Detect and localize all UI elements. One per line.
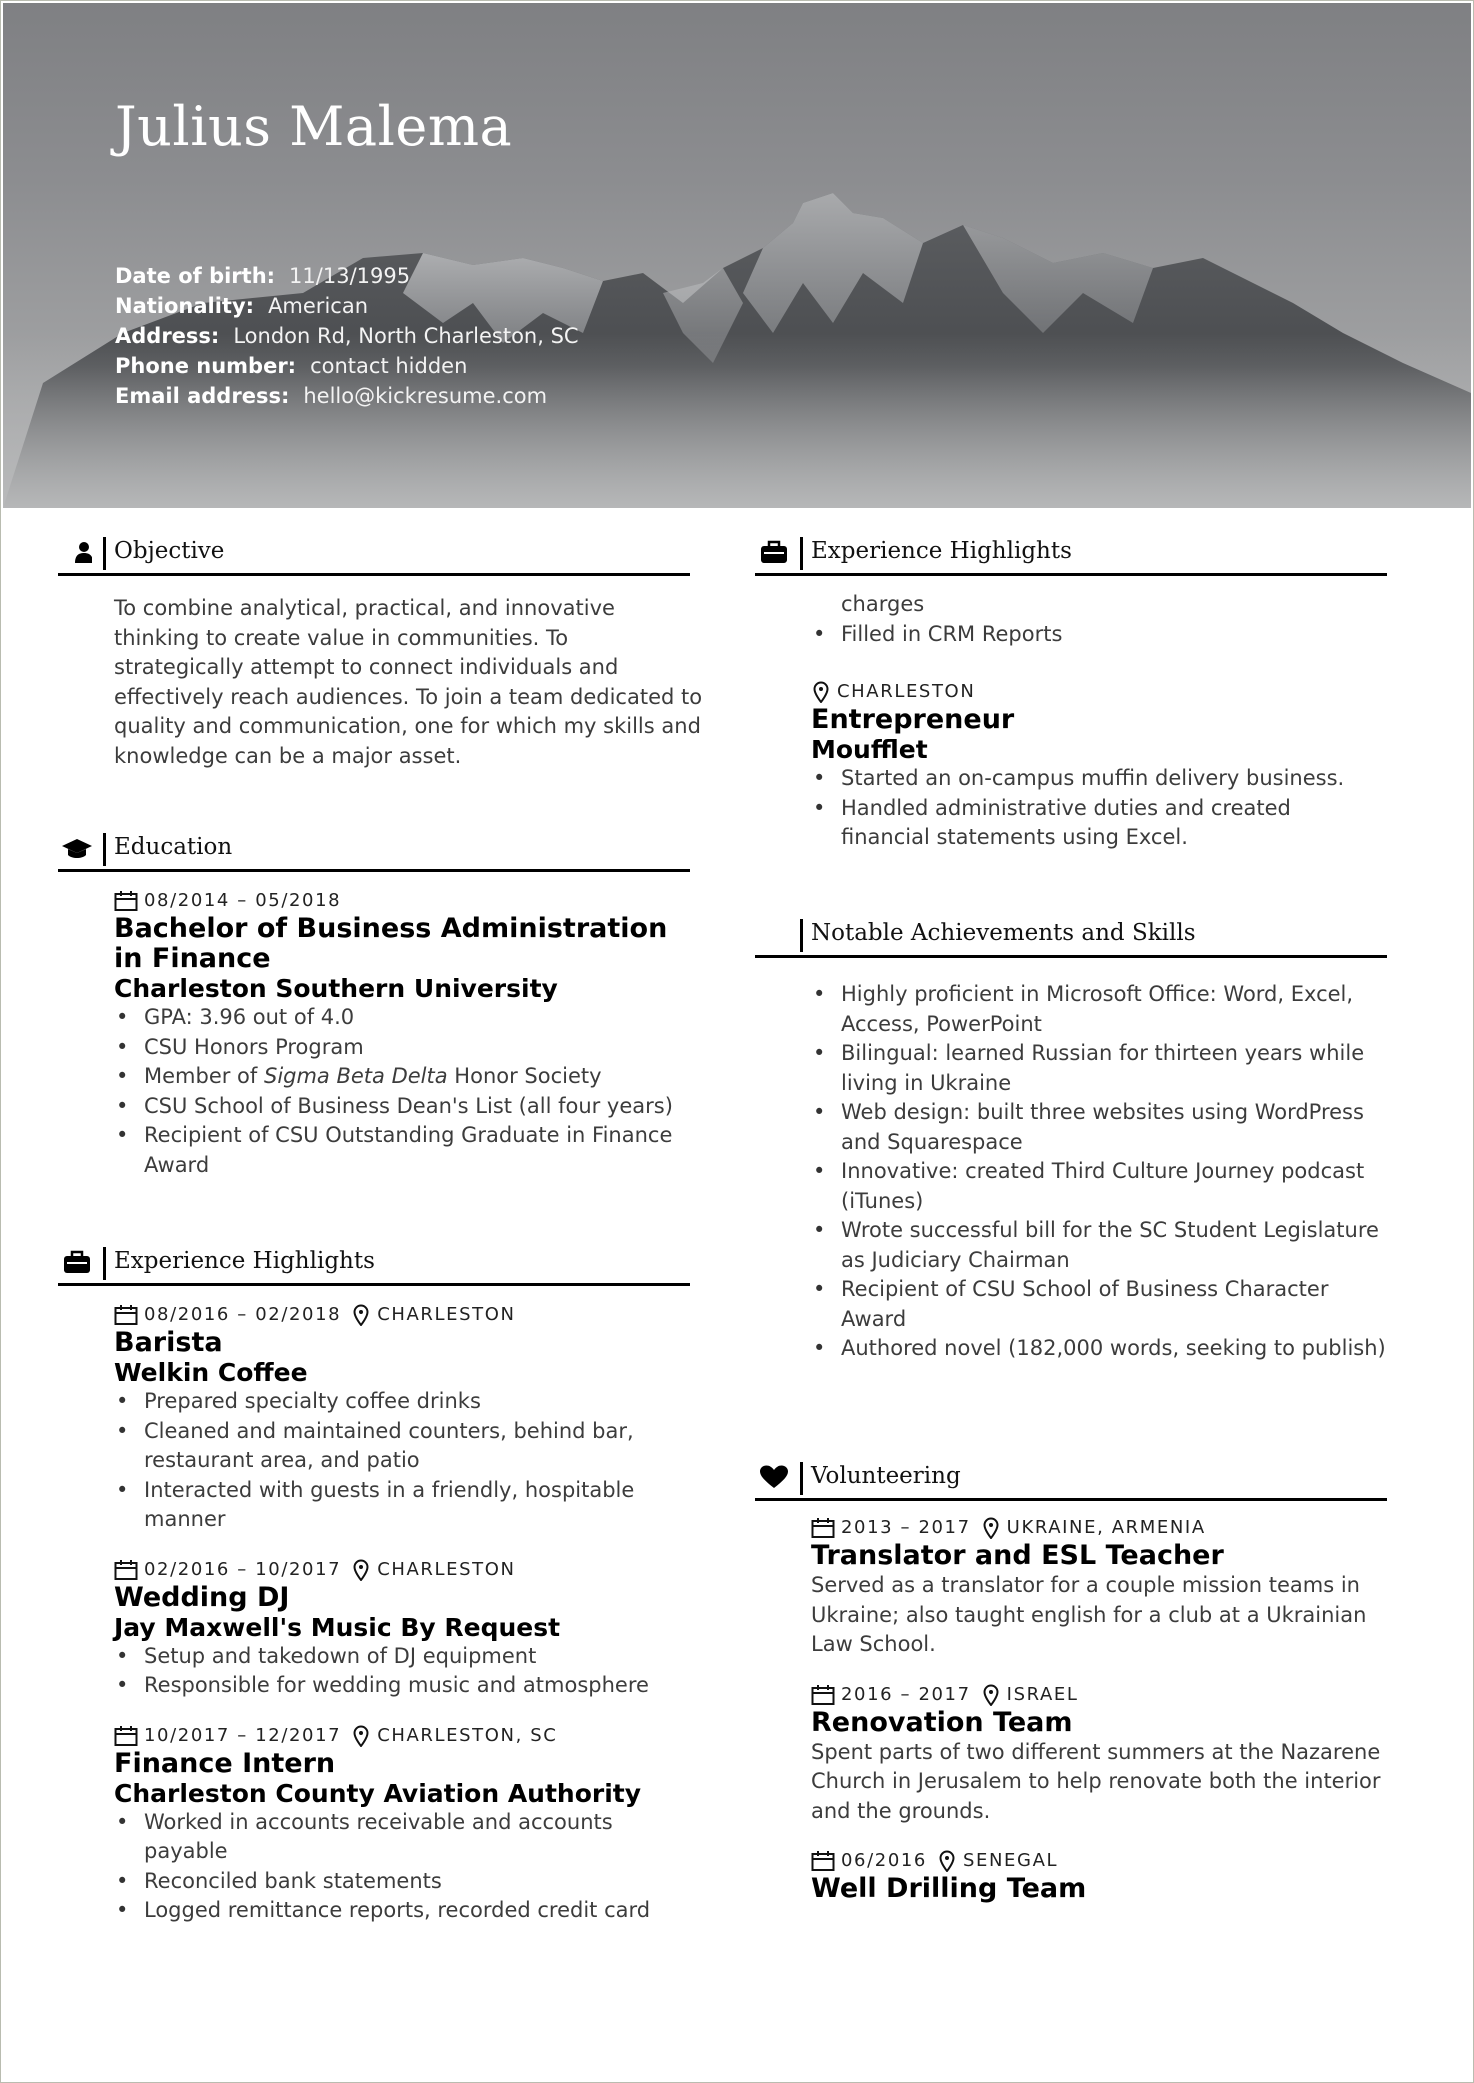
section-divider <box>800 537 803 570</box>
entry-dates: 06/2016 <box>841 1850 927 1871</box>
list-item-text: Member of <box>144 1064 264 1088</box>
list-item-text: Honor Society <box>447 1064 602 1088</box>
volunteer-role: Renovation Team <box>811 1706 1073 1738</box>
section-title: Volunteering <box>811 1463 961 1489</box>
contact-details <box>115 261 579 411</box>
list-item: • Cleaned and maintained counters, behind bar, restaurant area, and patio <box>114 1417 674 1476</box>
job-title: Finance Intern <box>114 1747 336 1779</box>
list-item: • Worked in accounts receivable and accounts payable <box>114 1808 654 1867</box>
entry-meta <box>811 1848 1387 1874</box>
candidate-name: Julius Malema <box>115 95 513 158</box>
section-header <box>58 533 690 576</box>
education-bullets <box>114 1003 690 1180</box>
list-item: • Authored novel (182,000 words, seeking to publish) <box>811 1334 1391 1364</box>
list-item: • Filled in CRM Reports <box>811 620 1387 650</box>
person-icon <box>62 539 92 565</box>
entry-meta <box>811 1682 1387 1708</box>
section-title: Objective <box>114 538 225 564</box>
contact-value: London Rd, North Charleston, SC <box>233 324 579 348</box>
achievements-section <box>755 915 1387 1364</box>
location-pin-icon <box>353 1559 369 1581</box>
experience-entry <box>114 1723 690 1926</box>
list-item: • Prepared specialty coffee drinks <box>114 1387 674 1417</box>
volunteer-description: Served as a translator for a couple mission teams in Ukraine; also taught english for a club at a Ukrainian Law School. <box>811 1573 1367 1656</box>
entry-location: CHARLESTON <box>837 681 976 702</box>
volunteering-section <box>755 1458 1387 1926</box>
job-bullets <box>114 1642 690 1701</box>
job-bullets <box>114 1387 674 1535</box>
contact-row-nationality <box>115 291 579 321</box>
list-item: • Interacted with guests in a friendly, hospitable manner <box>114 1476 674 1535</box>
section-divider <box>103 537 106 570</box>
section-title: Notable Achievements and Skills <box>811 920 1196 946</box>
experience-section <box>58 1243 690 1948</box>
entry-dates: 2016 – 2017 <box>841 1683 971 1705</box>
section-divider <box>103 1247 106 1280</box>
section-header <box>755 533 1387 576</box>
section-divider <box>800 1462 803 1495</box>
contact-row-address <box>115 321 579 351</box>
section-header <box>755 1458 1387 1501</box>
experience-entry <box>114 1557 690 1701</box>
section-divider <box>800 919 803 952</box>
employer-name: Charleston County Aviation Authority <box>114 1778 642 1808</box>
achievements-bullets <box>811 980 1391 1364</box>
location-pin-icon <box>813 681 829 703</box>
calendar-icon <box>114 1559 138 1581</box>
heart-icon <box>759 1464 789 1490</box>
employer-name: Moufflet <box>811 735 928 764</box>
entry-dates: 02/2016 – 10/2017 <box>144 1558 342 1580</box>
list-item: • Innovative: created Third Culture Journey podcast (iTunes) <box>811 1157 1391 1216</box>
location-pin-icon <box>353 1304 369 1326</box>
entry-location: UKRAINE, ARMENIA <box>1006 1517 1206 1538</box>
volunteering-entry <box>811 1848 1387 1904</box>
list-item: • Responsible for wedding music and atmosphere <box>114 1671 690 1701</box>
employer-name: Welkin Coffee <box>114 1358 308 1387</box>
entry-location: SENEGAL <box>962 1850 1059 1871</box>
contact-label: Email address: <box>115 384 290 408</box>
society-name: Sigma Beta Delta <box>263 1064 448 1088</box>
briefcase-icon <box>759 539 789 565</box>
degree-title: Bachelor of Business Administration in Finance <box>114 913 668 974</box>
entry-dates: 08/2016 – 02/2018 <box>144 1304 342 1325</box>
list-item: • Recipient of CSU Outstanding Graduate in Finance Award <box>114 1121 690 1180</box>
section-header <box>58 829 690 872</box>
job-bullets <box>114 1808 654 1926</box>
location-pin-icon <box>983 1517 999 1539</box>
education-section <box>58 829 690 1180</box>
volunteering-entry <box>811 1682 1387 1827</box>
mountain-background-image <box>3 3 1471 508</box>
calendar-icon <box>114 1725 138 1747</box>
contact-label: Address: <box>115 324 220 348</box>
contact-row-birth <box>115 261 579 291</box>
list-item: • GPA: 3.96 out of 4.0 <box>114 1003 690 1033</box>
list-item <box>114 1062 690 1092</box>
calendar-icon <box>811 1684 835 1706</box>
entry-meta <box>811 679 1387 705</box>
volunteer-role: Well Drilling Team <box>811 1873 1087 1904</box>
volunteer-role: Translator and ESL Teacher <box>811 1540 1224 1571</box>
entry-location: CHARLESTON <box>377 1304 516 1325</box>
experience-continued-section <box>755 533 1387 853</box>
list-item: • Web design: built three websites using WordPress and Squarespace <box>811 1098 1391 1157</box>
job-title: Entrepreneur <box>811 704 1015 735</box>
volunteer-description: Spent parts of two different summers at the Nazarene Church in Jerusalem to help renovate both the interior and the grounds. <box>811 1739 1381 1823</box>
contact-label: Nationality: <box>115 294 255 318</box>
entry-location: ISRAEL <box>1006 1683 1079 1705</box>
contact-row-phone <box>115 351 579 381</box>
location-pin-icon <box>353 1725 369 1747</box>
contact-label: Date of birth: <box>115 264 276 288</box>
entry-meta <box>114 1302 690 1328</box>
graduation-cap-icon <box>62 835 92 861</box>
section-header <box>58 1243 690 1286</box>
contact-value: 11/13/1995 <box>289 264 411 288</box>
contact-value: contact hidden <box>310 354 468 378</box>
calendar-icon <box>811 1517 835 1539</box>
list-item: • Highly proficient in Microsoft Office: Word, Excel, Access, PowerPoint <box>811 980 1391 1039</box>
list-item: • Wrote successful bill for the SC Student Legislature as Judiciary Chairman <box>811 1216 1391 1275</box>
list-item: • Recipient of CSU School of Business Character Award <box>811 1275 1391 1334</box>
school-name: Charleston Southern University <box>114 974 558 1003</box>
entry-meta <box>114 888 690 914</box>
list-item: • Logged remittance reports, recorded credit card <box>114 1896 654 1926</box>
job-bullets <box>811 764 1381 853</box>
objective-text: To combine analytical, practical, and innovative thinking to create value in communities. To strategically attempt to connect individuals and effectively reach audiences. To join a team dedicated to quality and communication, one for which my skills and knowledge can be a major asset. <box>114 596 703 768</box>
briefcase-icon <box>62 1249 92 1275</box>
section-title: Education <box>114 834 233 860</box>
contact-row-email <box>115 381 579 411</box>
calendar-icon <box>811 1850 835 1872</box>
objective-section <box>58 533 703 771</box>
location-pin-icon <box>983 1684 999 1706</box>
calendar-icon <box>114 1304 138 1326</box>
section-header <box>755 915 1387 958</box>
list-item: • Started an on-campus muffin delivery business. <box>811 764 1381 794</box>
section-title: Experience Highlights <box>114 1248 375 1274</box>
contact-value: American <box>268 294 368 318</box>
list-item: • Bilingual: learned Russian for thirteen years while living in Ukraine <box>811 1039 1391 1098</box>
entry-dates: 10/2017 – 12/2017 <box>144 1724 342 1746</box>
list-item: • Reconciled bank statements <box>114 1867 654 1897</box>
entry-meta <box>811 1515 1387 1541</box>
list-item: • Setup and takedown of DJ equipment <box>114 1642 690 1672</box>
contact-label: Phone number: <box>115 354 297 378</box>
entry-dates: 2013 – 2017 <box>841 1517 971 1538</box>
entry-location: CHARLESTON <box>377 1558 516 1580</box>
entry-dates: 08/2014 – 05/2018 <box>144 890 342 911</box>
location-pin-icon <box>939 1850 955 1872</box>
list-item: • Handled administrative duties and created financial statements using Excel. <box>811 794 1381 853</box>
section-title: Experience Highlights <box>811 538 1072 564</box>
job-bullets <box>811 620 1387 650</box>
carried-over-text: charges <box>841 592 925 616</box>
list-item: • CSU School of Business Dean's List (all four years) <box>114 1092 690 1122</box>
entry-location: CHARLESTON, SC <box>377 1724 558 1746</box>
list-item: • CSU Honors Program <box>114 1033 690 1063</box>
entry-meta <box>114 1723 690 1749</box>
employer-name: Jay Maxwell's Music By Request <box>114 1612 561 1642</box>
volunteering-entry <box>811 1515 1387 1660</box>
email-link[interactable]: hello@kickresume.com <box>303 384 548 408</box>
entry-meta <box>114 1557 690 1583</box>
header-banner <box>3 3 1471 508</box>
section-divider <box>103 833 106 866</box>
experience-entry <box>114 1302 690 1535</box>
calendar-icon <box>114 890 138 912</box>
job-title: Wedding DJ <box>114 1581 290 1613</box>
job-title: Barista <box>114 1327 223 1358</box>
